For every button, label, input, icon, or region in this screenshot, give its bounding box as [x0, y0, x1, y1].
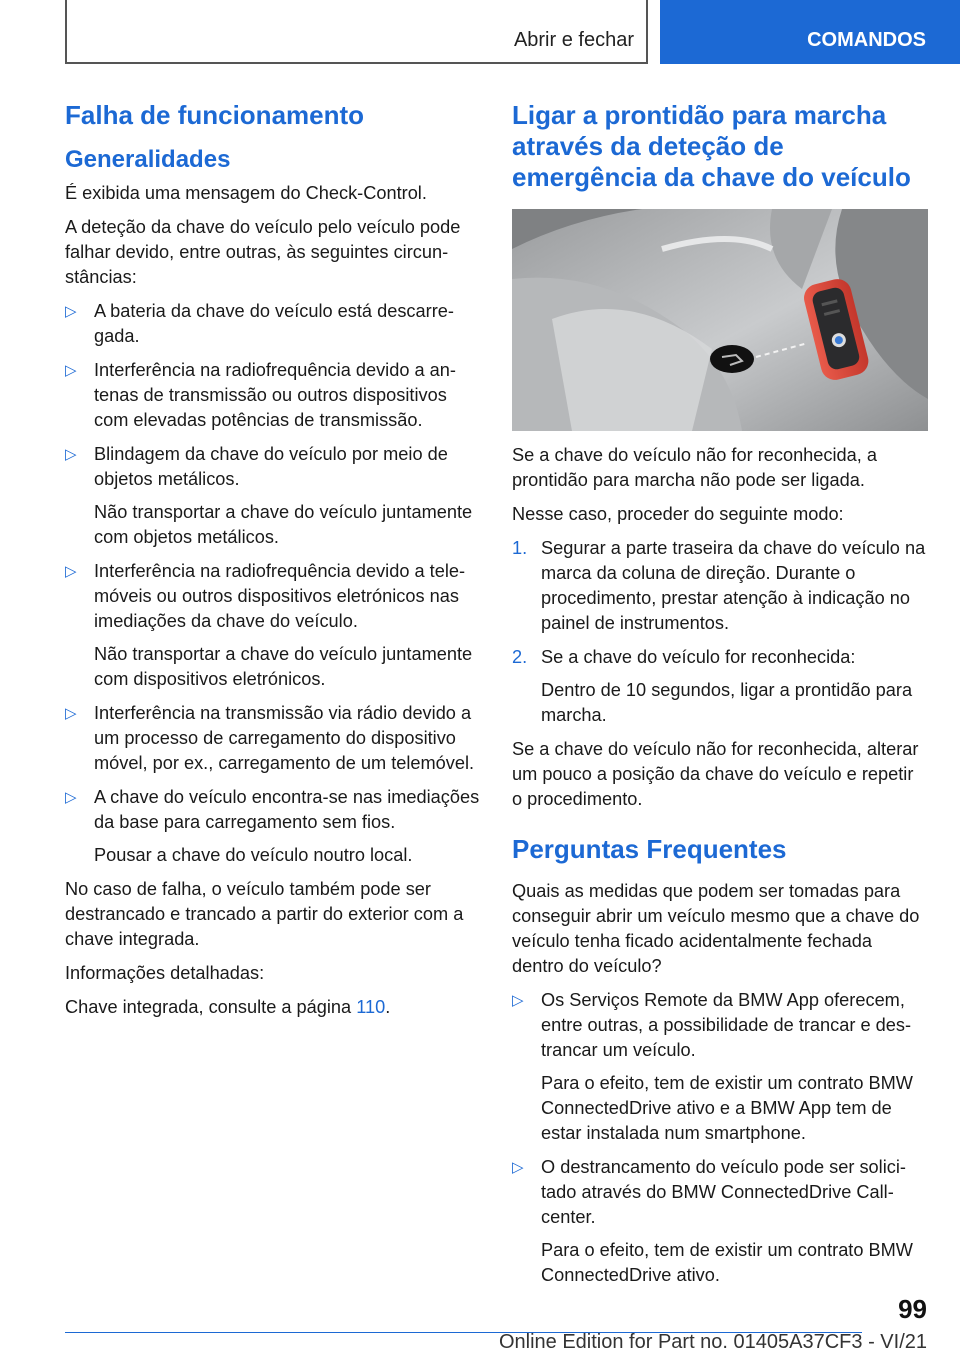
triangle-bullet-icon: ▷: [65, 563, 77, 580]
section-title-faq: Perguntas Frequentes: [512, 834, 787, 864]
paragraph-crossref: [65, 995, 480, 1020]
step-text: Se a chave do veículo for reconhecida:: [541, 647, 856, 667]
list-item: [65, 442, 480, 550]
list-item-text: O destrancamento do veículo pode ser solicitado através do BMW ConnectedDrive Call-center.: [541, 1157, 906, 1227]
list-item-note: Pousar a chave do veículo noutro local.: [94, 845, 413, 865]
triangle-bullet-icon: ▷: [512, 992, 524, 1009]
list-item-text: Interferência na radiofrequência devido a antenas de transmissão ou outros dispositivos com elevadas potências de transmissão.: [94, 360, 456, 430]
step-item: [512, 645, 928, 728]
paragraph: Se a chave do veículo não for reconhecida, alterar um pouco a posição da chave do veículo e repetir o procedimento.: [512, 739, 919, 809]
header-section-box: [65, 0, 648, 64]
section-title-malfunction: Falha de funcionamento: [65, 100, 365, 130]
section-title-emergency-detection: Ligar a prontidão para marcha através da deteção de emergência da chave do veículo: [512, 100, 911, 192]
page-link[interactable]: 110: [356, 997, 386, 1017]
step-number: 1.: [512, 538, 528, 558]
triangle-bullet-icon: ▷: [512, 1159, 524, 1176]
header-section-title: Abrir e fechar: [513, 29, 634, 51]
list-item: [512, 1155, 928, 1288]
list-item-text: A bateria da chave do veículo está descarregada.: [94, 301, 454, 346]
step-number: 2.: [512, 647, 528, 667]
paragraph: É exibida uma mensagem do Check-Control.: [65, 183, 427, 203]
key-fob-illustration: [512, 209, 928, 431]
list-item-text: Blindagem da chave do veículo por meio de objetos metálicos.: [94, 444, 448, 489]
cause-list: [65, 299, 480, 868]
list-item-text: Interferência na transmissão via rádio devido a um processo de carregamento do dispositivo móvel, por ex., carregamento de um telemóvel.: [94, 703, 475, 773]
triangle-bullet-icon: ▷: [65, 789, 77, 806]
page-number: 99: [898, 1294, 927, 1324]
list-item-text: A chave do veículo encontra-se nas imediações da base para carregamento sem fios.: [94, 787, 480, 832]
right-column: [512, 100, 928, 1297]
paragraph: Quais as medidas que podem ser tomadas para conseguir abrir um veículo mesmo que a chave do veículo tenha ficado acidentalmente fechada dentro do veículo?: [512, 881, 920, 976]
paragraph: No caso de falha, o veículo também pode ser destrancado e trancado a partir do exterior com a chave integrada.: [65, 879, 464, 949]
crossref-text: Chave integrada, consulte a página: [65, 997, 357, 1017]
list-item-note: Para o efeito, tem de existir um contrato BMW ConnectedDrive ativo e a BMW App tem de estar instalada num smartphone.: [541, 1073, 913, 1143]
subsection-title-general: Generalidades: [65, 146, 231, 173]
crossref-suffix: .: [385, 997, 391, 1017]
list-item: [65, 358, 480, 433]
procedure-steps: [512, 536, 928, 728]
list-item: [65, 559, 480, 692]
step-note: Dentro de 10 segundos, ligar a prontidão para marcha.: [541, 680, 913, 725]
list-item-text: Os Serviços Remote da BMW App oferecem, entre outras, a possibilidade de trancar e destrancar um veículo.: [541, 990, 912, 1060]
faq-list: [512, 988, 928, 1288]
list-item: [65, 701, 480, 776]
triangle-bullet-icon: ▷: [65, 362, 77, 379]
step-text: Segurar a parte traseira da chave do veículo na marca da coluna de direção. Durante o procedimento, prestar atenção à indicação no painel de instrumentos.: [541, 538, 926, 633]
paragraph: A deteção da chave do veículo pelo veículo pode falhar devido, entre outras, às seguintes circunstâncias:: [65, 217, 461, 287]
list-item: [512, 988, 928, 1146]
header-chapter-label: COMANDOS: [807, 29, 926, 51]
key-fob-on-steering-column-icon: [512, 209, 928, 431]
footer-edition: Online Edition for Part no. 01405A37CF3 - VI/21: [498, 1331, 927, 1353]
list-item-text: Interferência na radiofrequência devido a telemóveis ou outros dispositivos eletrónicos nas imediações da chave do veículo.: [94, 561, 466, 631]
triangle-bullet-icon: ▷: [65, 303, 77, 320]
paragraph: Informações detalhadas:: [65, 963, 265, 983]
list-item-note: Não transportar a chave do veículo juntamente com dispositivos eletrónicos.: [94, 644, 473, 689]
list-item: [65, 785, 480, 868]
paragraph: Se a chave do veículo não for reconhecida, a prontidão para marcha não pode ser ligada.: [512, 445, 878, 490]
triangle-bullet-icon: ▷: [65, 446, 77, 463]
step-item: [512, 536, 928, 636]
triangle-bullet-icon: ▷: [65, 705, 77, 722]
list-item: [65, 299, 480, 349]
paragraph: Nesse caso, proceder do seguinte modo:: [512, 504, 844, 524]
left-column: [65, 100, 480, 1029]
list-item-note: Não transportar a chave do veículo juntamente com objetos metálicos.: [94, 502, 473, 547]
list-item-note: Para o efeito, tem de existir um contrato BMW ConnectedDrive ativo.: [541, 1240, 913, 1285]
header-chapter-tab: [660, 0, 960, 64]
